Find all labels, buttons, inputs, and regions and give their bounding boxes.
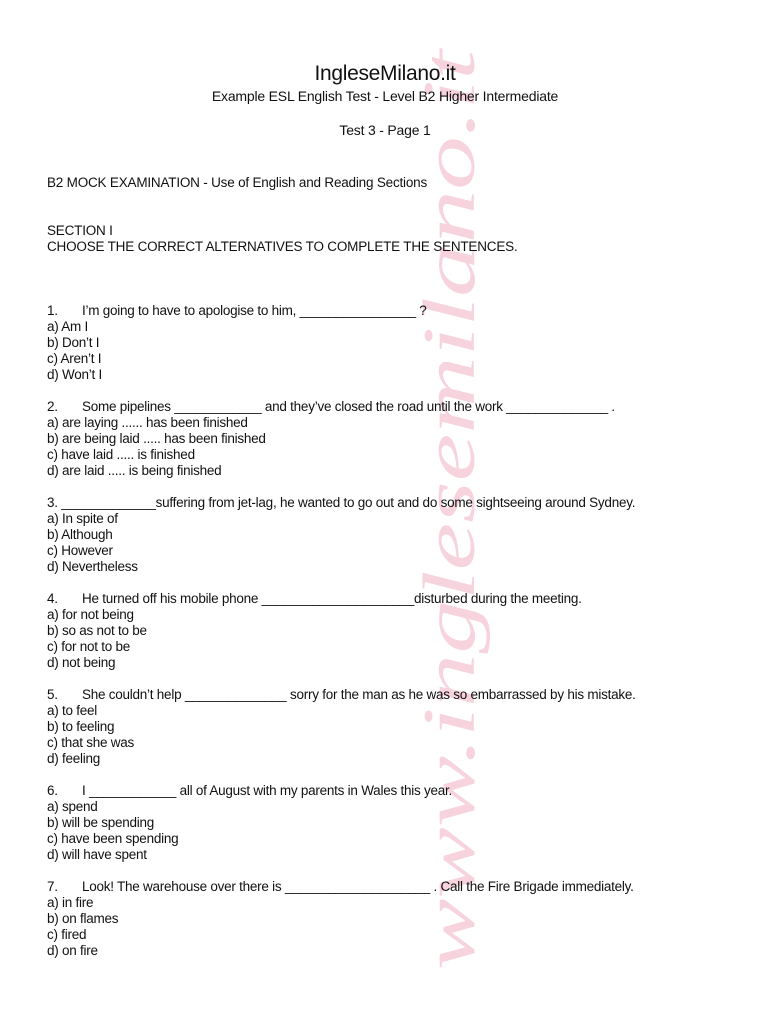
question-text: _____________suffering from jet-lag, he wanted to go out and do some sightseeing around Sydney. [61, 495, 636, 510]
question-2 [47, 399, 737, 479]
question-number: 4. [47, 591, 58, 606]
exam-title: B2 MOCK EXAMINATION - Use of English and Reading Sections [47, 175, 428, 190]
question-text: He turned off his mobile phone _____________________disturbed during the meeting. [82, 591, 582, 606]
answer-option[interactable]: a) in fire [47, 895, 94, 910]
answer-option[interactable]: d) Won’t I [47, 367, 103, 382]
answer-option[interactable]: c) have been spending [47, 831, 179, 846]
question-line [47, 687, 737, 703]
question-line [47, 783, 737, 799]
question-3 [47, 495, 737, 575]
question-list [47, 303, 737, 975]
question-line [47, 303, 737, 319]
section-heading: SECTION I [47, 223, 113, 238]
answer-option[interactable]: b) to feeling [47, 719, 115, 734]
question-line [47, 591, 737, 607]
answer-option[interactable]: d) feeling [47, 751, 101, 766]
question-line [47, 879, 737, 895]
question-text: Look! The warehouse over there is ____________________ . Call the Fire Brigade immediately. [82, 879, 634, 894]
answer-option[interactable]: a) for not being [47, 607, 134, 622]
question-text: Some pipelines ____________ and they’ve closed the road until the work ______________ . [82, 399, 615, 414]
question-1 [47, 303, 737, 383]
answer-option[interactable]: c) have laid ..... is finished [47, 447, 195, 462]
question-text: I’m going to have to apologise to him, ________________ ? [82, 303, 427, 318]
answer-option[interactable]: d) on fire [47, 943, 98, 958]
answer-option[interactable]: d) Nevertheless [47, 559, 138, 574]
site-title: IngleseMilano.it [314, 62, 456, 85]
answer-option[interactable]: a) In spite of [47, 511, 118, 526]
answer-option[interactable]: c) Aren’t I [47, 351, 102, 366]
answer-option[interactable]: d) will have spent [47, 847, 147, 862]
question-number: 3. [47, 495, 58, 510]
answer-option[interactable]: a) are laying ...... has been finished [47, 415, 248, 430]
question-text: I ____________ all of August with my parents in Wales this year. [82, 783, 452, 798]
question-line [47, 495, 737, 511]
question-line [47, 399, 737, 415]
answer-option[interactable]: b) are being laid ..... has been finished [47, 431, 266, 446]
question-text: She couldn’t help ______________ sorry for the man as he was so embarrassed by his mistake. [82, 687, 636, 702]
test-subtitle: Example ESL English Test - Level B2 Higher Intermediate [211, 88, 559, 104]
question-4 [47, 591, 737, 671]
answer-option[interactable]: c) However [47, 543, 113, 558]
answer-option[interactable]: c) for not to be [47, 639, 131, 654]
answer-option[interactable]: b) on flames [47, 911, 119, 926]
answer-option[interactable]: c) that she was [47, 735, 135, 750]
page-label: Test 3 - Page 1 [339, 122, 431, 138]
answer-option[interactable]: d) not being [47, 655, 116, 670]
answer-option[interactable]: d) are laid ..... is being finished [47, 463, 222, 478]
section-instruction: CHOOSE THE CORRECT ALTERNATIVES TO COMPLETE THE SENTENCES. [47, 239, 518, 254]
answer-option[interactable]: b) so as not to be [47, 623, 147, 638]
question-number: 2. [47, 399, 58, 414]
answer-option[interactable]: a) to feel [47, 703, 98, 718]
question-7 [47, 879, 737, 959]
question-number: 7. [47, 879, 58, 894]
question-5 [47, 687, 737, 767]
answer-option[interactable]: b) Although [47, 527, 113, 542]
question-6 [47, 783, 737, 863]
question-number: 1. [47, 303, 58, 318]
answer-option[interactable]: a) Am I [47, 319, 89, 334]
question-number: 6. [47, 783, 58, 798]
answer-option[interactable]: c) fired [47, 927, 87, 942]
question-number: 5. [47, 687, 58, 702]
answer-option[interactable]: b) will be spending [47, 815, 155, 830]
answer-option[interactable]: a) spend [47, 799, 98, 814]
answer-option[interactable]: b) Don’t I [47, 335, 100, 350]
watermark-text: www.inglesemilano.it [409, 334, 491, 970]
